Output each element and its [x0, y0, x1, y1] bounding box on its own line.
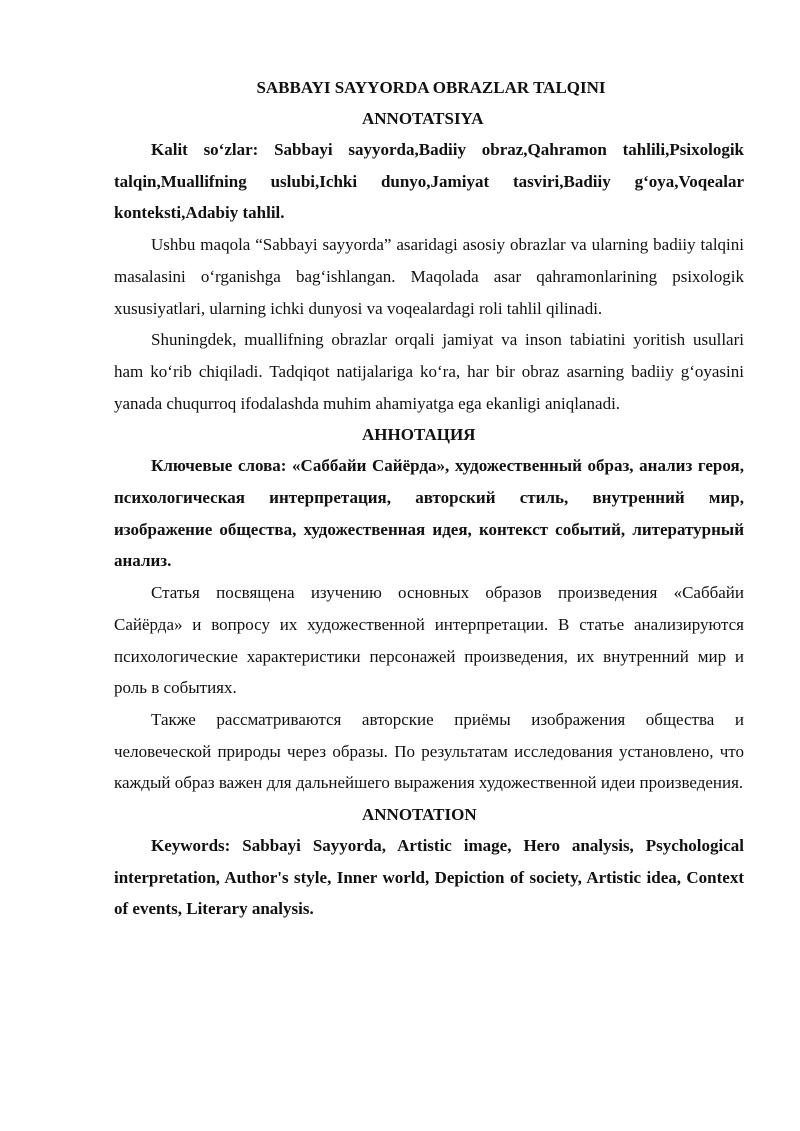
uz-paragraph-2: Shuningdek, muallifning obrazlar orqali jamiyat va inson tabiatini yoritish usullari ham ko‘rib chiqiladi. Tadqiqot natijalariga ko‘ra, har bir obraz asarning badiiy g‘oyasini yanada chuqurroq ifodalashda muhim ahamiyatga ega ekanligi aniqlanadi. — [114, 330, 744, 413]
ru-paragraph-1: Статья посвящена изучению основных образов произведения «Саббайи Сайёрда» и вопросу их художественной интерпретации. В статье анализируются психологические характеристики персонажей произведения, их внутренний мир и роль в событиях. — [114, 583, 744, 698]
uz-annotation-heading: ANNOTATSIYA — [362, 109, 484, 128]
ru-keywords: Ключевые слова: «Саббайи Сайёрда», художественный образ, анализ героя, психологическая интерпретация, авторский стиль, внутренний мир, изображение общества, художественная идея, контекст событий, литературный анализ. — [114, 456, 744, 571]
uz-paragraph-1: Ushbu maqola “Sabbayi sayyorda” asaridagi asosiy obrazlar va ularning badiiy talqini masalasini o‘rganishga bag‘ishlangan. Maqolada asar qahramonlarining psixologik xususiyatlari, ularning ichki dunyosi va voqealardagi roli tahlil qilinadi. — [114, 235, 744, 318]
document-page — [114, 72, 744, 925]
en-keywords: Keywords: Sabbayi Sayyorda, Artistic image, Hero analysis, Psychological interpretation, Author's style, Inner world, Depiction of society, Artistic idea, Context of events, Literary analysis. — [114, 836, 744, 919]
en-annotation-heading: ANNOTATION — [362, 805, 477, 825]
ru-paragraph-2: Также рассматриваются авторские приёмы изображения общества и человеческой природы через образы. По результатам исследования установлено, что каждый образ важен для дальнейшего выражения художественной идеи произведения. — [114, 709, 744, 793]
document-title: SABBAYI SAYYORDA OBRAZLAR TALQINI — [256, 78, 606, 97]
ru-annotation-heading: АННОТАЦИЯ — [362, 425, 476, 445]
uz-keywords: Kalit so‘zlar: Sabbayi sayyorda,Badiiy obraz,Qahramon tahlili,Psixologik talqin,Muallifning uslubi,Ichki dunyo,Jamiyat tasviri,Badiiy g‘oya,Voqealar konteksti,Adabiy tahlil. — [114, 140, 744, 223]
